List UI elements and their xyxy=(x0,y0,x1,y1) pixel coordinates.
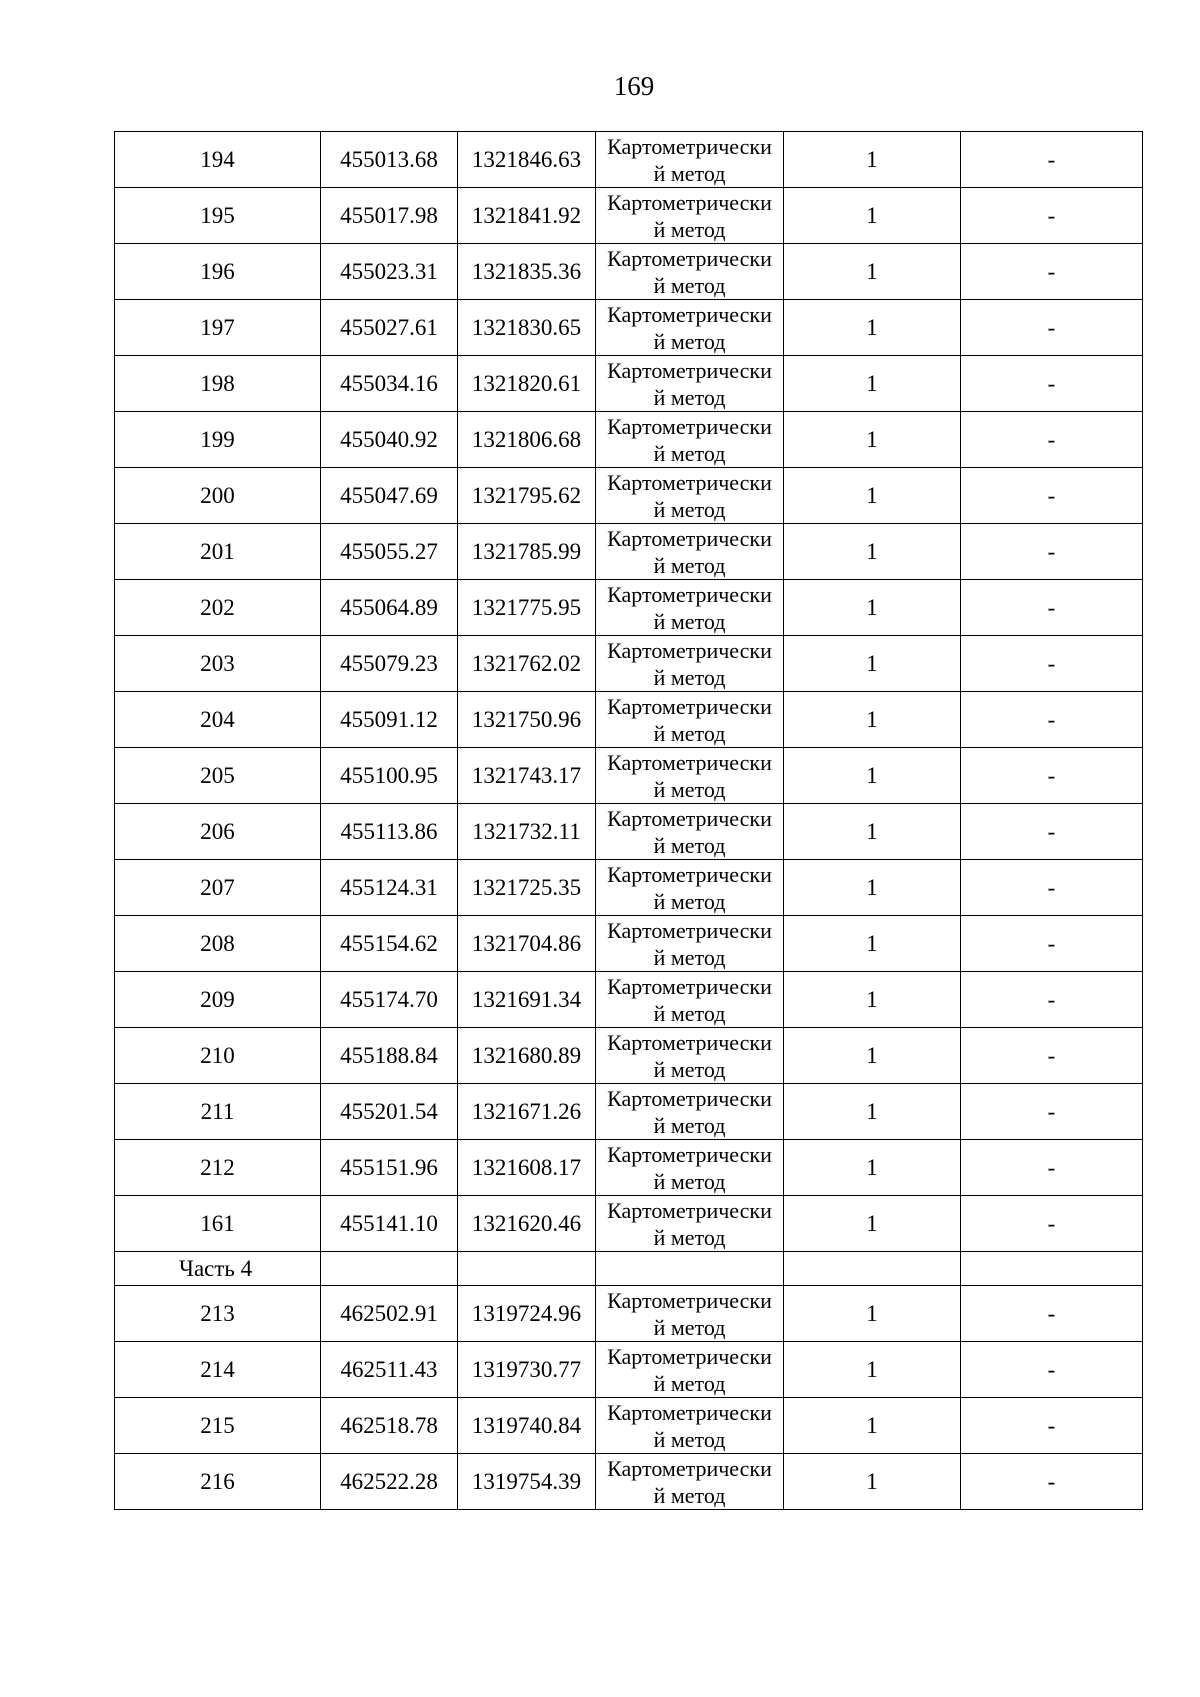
y-coordinate-cell: 1321820.61 xyxy=(458,356,596,412)
method-cell xyxy=(596,692,784,748)
accuracy-cell: 1 xyxy=(784,468,961,524)
method-text-line: й метод xyxy=(653,1482,726,1508)
method-cell xyxy=(596,524,784,580)
y-coordinate-cell: 1321785.99 xyxy=(458,524,596,580)
x-coordinate-cell: 455141.10 xyxy=(321,1196,458,1252)
table-row xyxy=(115,244,1143,300)
empty-cell xyxy=(458,1252,596,1286)
y-coordinate-cell: 1321835.36 xyxy=(458,244,596,300)
note-cell: - xyxy=(961,972,1143,1028)
method-text-line: Картометрически xyxy=(607,301,772,327)
method-cell xyxy=(596,916,784,972)
accuracy-cell: 1 xyxy=(784,1196,961,1252)
method-cell xyxy=(596,636,784,692)
accuracy-cell: 1 xyxy=(784,972,961,1028)
note-cell: - xyxy=(961,692,1143,748)
section-label: Часть 4 xyxy=(115,1252,321,1286)
x-coordinate-cell: 462522.28 xyxy=(321,1454,458,1510)
point-number-cell: 161 xyxy=(115,1196,321,1252)
y-coordinate-cell: 1321830.65 xyxy=(458,300,596,356)
method-text-line: й метод xyxy=(653,608,726,634)
accuracy-cell: 1 xyxy=(784,1140,961,1196)
table-row xyxy=(115,300,1143,356)
method-text-line: й метод xyxy=(653,944,726,970)
method-text-line: Картометрически xyxy=(607,637,772,663)
method-cell xyxy=(596,356,784,412)
note-cell: - xyxy=(961,1084,1143,1140)
empty-cell xyxy=(321,1252,458,1286)
point-number-cell: 197 xyxy=(115,300,321,356)
method-text-line: й метод xyxy=(653,160,726,186)
method-text-line: й метод xyxy=(653,216,726,242)
method-text-line: Картометрически xyxy=(607,1141,772,1167)
method-text-line: Картометрически xyxy=(607,525,772,551)
note-cell: - xyxy=(961,1398,1143,1454)
note-cell: - xyxy=(961,580,1143,636)
method-text-line: й метод xyxy=(653,384,726,410)
method-cell xyxy=(596,748,784,804)
table-row xyxy=(115,1342,1143,1398)
note-cell: - xyxy=(961,1140,1143,1196)
table-row xyxy=(115,188,1143,244)
x-coordinate-cell: 455047.69 xyxy=(321,468,458,524)
table-row xyxy=(115,1454,1143,1510)
point-number-cell: 203 xyxy=(115,636,321,692)
x-coordinate-cell: 462511.43 xyxy=(321,1342,458,1398)
method-text-line: й метод xyxy=(653,440,726,466)
method-text-line: Картометрически xyxy=(607,469,772,495)
y-coordinate-cell: 1319724.96 xyxy=(458,1286,596,1342)
method-cell xyxy=(596,580,784,636)
note-cell: - xyxy=(961,636,1143,692)
accuracy-cell: 1 xyxy=(784,1398,961,1454)
point-number-cell: 211 xyxy=(115,1084,321,1140)
accuracy-cell: 1 xyxy=(784,580,961,636)
y-coordinate-cell: 1321732.11 xyxy=(458,804,596,860)
method-text-line: й метод xyxy=(653,720,726,746)
method-text-line: Картометрически xyxy=(607,693,772,719)
table-row xyxy=(115,412,1143,468)
accuracy-cell: 1 xyxy=(784,1454,961,1510)
accuracy-cell: 1 xyxy=(784,356,961,412)
x-coordinate-cell: 455201.54 xyxy=(321,1084,458,1140)
point-number-cell: 216 xyxy=(115,1454,321,1510)
method-text-line: й метод xyxy=(653,1224,726,1250)
point-number-cell: 208 xyxy=(115,916,321,972)
point-number-cell: 195 xyxy=(115,188,321,244)
coordinates-table xyxy=(114,131,1143,1510)
method-text-line: й метод xyxy=(653,1112,726,1138)
point-number-cell: 196 xyxy=(115,244,321,300)
point-number-cell: 200 xyxy=(115,468,321,524)
method-text-line: й метод xyxy=(653,1056,726,1082)
method-text-line: Картометрически xyxy=(607,749,772,775)
point-number-cell: 210 xyxy=(115,1028,321,1084)
method-text-line: й метод xyxy=(653,552,726,578)
point-number-cell: 204 xyxy=(115,692,321,748)
table-row xyxy=(115,636,1143,692)
method-text-line: й метод xyxy=(653,776,726,802)
method-cell xyxy=(596,804,784,860)
note-cell: - xyxy=(961,356,1143,412)
note-cell: - xyxy=(961,748,1143,804)
note-cell: - xyxy=(961,916,1143,972)
note-cell: - xyxy=(961,860,1143,916)
method-text-line: Картометрически xyxy=(607,581,772,607)
x-coordinate-cell: 455174.70 xyxy=(321,972,458,1028)
accuracy-cell: 1 xyxy=(784,132,961,188)
x-coordinate-cell: 455091.12 xyxy=(321,692,458,748)
accuracy-cell: 1 xyxy=(784,1286,961,1342)
method-cell xyxy=(596,1196,784,1252)
empty-cell xyxy=(784,1252,961,1286)
x-coordinate-cell: 455055.27 xyxy=(321,524,458,580)
point-number-cell: 209 xyxy=(115,972,321,1028)
y-coordinate-cell: 1321806.68 xyxy=(458,412,596,468)
note-cell: - xyxy=(961,804,1143,860)
page-number: 169 xyxy=(613,71,655,101)
y-coordinate-cell: 1321743.17 xyxy=(458,748,596,804)
y-coordinate-cell: 1321775.95 xyxy=(458,580,596,636)
method-text-line: Картометрически xyxy=(607,805,772,831)
point-number-cell: 214 xyxy=(115,1342,321,1398)
accuracy-cell: 1 xyxy=(784,1028,961,1084)
note-cell: - xyxy=(961,1454,1143,1510)
method-text-line: Картометрически xyxy=(607,245,772,271)
method-text-line: й метод xyxy=(653,888,726,914)
x-coordinate-cell: 455064.89 xyxy=(321,580,458,636)
table-row xyxy=(115,1084,1143,1140)
point-number-cell: 205 xyxy=(115,748,321,804)
note-cell: - xyxy=(961,1196,1143,1252)
table-row xyxy=(115,580,1143,636)
note-cell: - xyxy=(961,188,1143,244)
note-cell: - xyxy=(961,1342,1143,1398)
method-text-line: Картометрически xyxy=(607,1399,772,1425)
method-text-line: й метод xyxy=(653,664,726,690)
method-text-line: Картометрически xyxy=(607,413,772,439)
section-row xyxy=(115,1252,1143,1286)
method-text-line: й метод xyxy=(653,1370,726,1396)
x-coordinate-cell: 455034.16 xyxy=(321,356,458,412)
note-cell: - xyxy=(961,524,1143,580)
x-coordinate-cell: 455027.61 xyxy=(321,300,458,356)
method-cell xyxy=(596,972,784,1028)
accuracy-cell: 1 xyxy=(784,860,961,916)
table-row xyxy=(115,132,1143,188)
y-coordinate-cell: 1321750.96 xyxy=(458,692,596,748)
method-text-line: Картометрически xyxy=(607,1197,772,1223)
method-text-line: Картометрически xyxy=(607,1029,772,1055)
point-number-cell: 198 xyxy=(115,356,321,412)
accuracy-cell: 1 xyxy=(784,188,961,244)
table-row xyxy=(115,692,1143,748)
y-coordinate-cell: 1321846.63 xyxy=(458,132,596,188)
table-row xyxy=(115,1028,1143,1084)
method-cell xyxy=(596,468,784,524)
point-number-cell: 202 xyxy=(115,580,321,636)
y-coordinate-cell: 1321725.35 xyxy=(458,860,596,916)
method-cell xyxy=(596,1398,784,1454)
note-cell: - xyxy=(961,468,1143,524)
y-coordinate-cell: 1321671.26 xyxy=(458,1084,596,1140)
method-cell xyxy=(596,188,784,244)
x-coordinate-cell: 455151.96 xyxy=(321,1140,458,1196)
y-coordinate-cell: 1321704.86 xyxy=(458,916,596,972)
method-cell xyxy=(596,1084,784,1140)
table-row xyxy=(115,972,1143,1028)
method-text-line: Картометрически xyxy=(607,189,772,215)
y-coordinate-cell: 1321620.46 xyxy=(458,1196,596,1252)
method-text-line: Картометрически xyxy=(607,1287,772,1313)
method-text-line: й метод xyxy=(653,1314,726,1340)
method-cell xyxy=(596,1140,784,1196)
method-text-line: Картометрически xyxy=(607,133,772,159)
accuracy-cell: 1 xyxy=(784,300,961,356)
point-number-cell: 213 xyxy=(115,1286,321,1342)
point-number-cell: 207 xyxy=(115,860,321,916)
x-coordinate-cell: 455188.84 xyxy=(321,1028,458,1084)
x-coordinate-cell: 455040.92 xyxy=(321,412,458,468)
y-coordinate-cell: 1319730.77 xyxy=(458,1342,596,1398)
x-coordinate-cell: 462518.78 xyxy=(321,1398,458,1454)
table-row xyxy=(115,524,1143,580)
table-row xyxy=(115,1398,1143,1454)
x-coordinate-cell: 455023.31 xyxy=(321,244,458,300)
y-coordinate-cell: 1321680.89 xyxy=(458,1028,596,1084)
point-number-cell: 201 xyxy=(115,524,321,580)
accuracy-cell: 1 xyxy=(784,692,961,748)
y-coordinate-cell: 1319754.39 xyxy=(458,1454,596,1510)
table-row xyxy=(115,916,1143,972)
method-text-line: й метод xyxy=(653,1168,726,1194)
x-coordinate-cell: 455079.23 xyxy=(321,636,458,692)
method-cell xyxy=(596,1286,784,1342)
method-text-line: Картометрически xyxy=(607,973,772,999)
accuracy-cell: 1 xyxy=(784,748,961,804)
method-text-line: Картометрически xyxy=(607,1343,772,1369)
point-number-cell: 199 xyxy=(115,412,321,468)
empty-cell xyxy=(596,1252,784,1286)
method-text-line: Картометрически xyxy=(607,1455,772,1481)
method-text-line: й метод xyxy=(653,1000,726,1026)
table-row xyxy=(115,1140,1143,1196)
method-cell xyxy=(596,1454,784,1510)
y-coordinate-cell: 1321795.62 xyxy=(458,468,596,524)
method-cell xyxy=(596,1342,784,1398)
y-coordinate-cell: 1321608.17 xyxy=(458,1140,596,1196)
method-text-line: Картометрически xyxy=(607,917,772,943)
table-row xyxy=(115,468,1143,524)
x-coordinate-cell: 462502.91 xyxy=(321,1286,458,1342)
point-number-cell: 206 xyxy=(115,804,321,860)
method-text-line: Картометрически xyxy=(607,357,772,383)
method-cell xyxy=(596,1028,784,1084)
accuracy-cell: 1 xyxy=(784,244,961,300)
y-coordinate-cell: 1321841.92 xyxy=(458,188,596,244)
note-cell: - xyxy=(961,1286,1143,1342)
x-coordinate-cell: 455124.31 xyxy=(321,860,458,916)
accuracy-cell: 1 xyxy=(784,804,961,860)
note-cell: - xyxy=(961,244,1143,300)
point-number-cell: 212 xyxy=(115,1140,321,1196)
method-cell xyxy=(596,244,784,300)
y-coordinate-cell: 1321762.02 xyxy=(458,636,596,692)
x-coordinate-cell: 455154.62 xyxy=(321,916,458,972)
y-coordinate-cell: 1319740.84 xyxy=(458,1398,596,1454)
accuracy-cell: 1 xyxy=(784,1342,961,1398)
note-cell: - xyxy=(961,1028,1143,1084)
accuracy-cell: 1 xyxy=(784,636,961,692)
method-cell xyxy=(596,860,784,916)
y-coordinate-cell: 1321691.34 xyxy=(458,972,596,1028)
x-coordinate-cell: 455017.98 xyxy=(321,188,458,244)
table-row xyxy=(115,1196,1143,1252)
note-cell: - xyxy=(961,300,1143,356)
note-cell: - xyxy=(961,132,1143,188)
method-text-line: Картометрически xyxy=(607,1085,772,1111)
point-number-cell: 194 xyxy=(115,132,321,188)
method-text-line: й метод xyxy=(653,496,726,522)
table-row xyxy=(115,748,1143,804)
accuracy-cell: 1 xyxy=(784,916,961,972)
table-row xyxy=(115,356,1143,412)
method-text-line: й метод xyxy=(653,832,726,858)
accuracy-cell: 1 xyxy=(784,524,961,580)
note-cell: - xyxy=(961,412,1143,468)
x-coordinate-cell: 455100.95 xyxy=(321,748,458,804)
method-text-line: Картометрически xyxy=(607,861,772,887)
method-cell xyxy=(596,300,784,356)
table-row xyxy=(115,804,1143,860)
method-text-line: й метод xyxy=(653,328,726,354)
method-text-line: й метод xyxy=(653,272,726,298)
empty-cell xyxy=(961,1252,1143,1286)
point-number-cell: 215 xyxy=(115,1398,321,1454)
table-row xyxy=(115,860,1143,916)
x-coordinate-cell: 455013.68 xyxy=(321,132,458,188)
x-coordinate-cell: 455113.86 xyxy=(321,804,458,860)
method-cell xyxy=(596,412,784,468)
method-cell xyxy=(596,132,784,188)
table-body xyxy=(115,132,1143,1510)
method-text-line: й метод xyxy=(653,1426,726,1452)
accuracy-cell: 1 xyxy=(784,1084,961,1140)
accuracy-cell: 1 xyxy=(784,412,961,468)
table-row xyxy=(115,1286,1143,1342)
